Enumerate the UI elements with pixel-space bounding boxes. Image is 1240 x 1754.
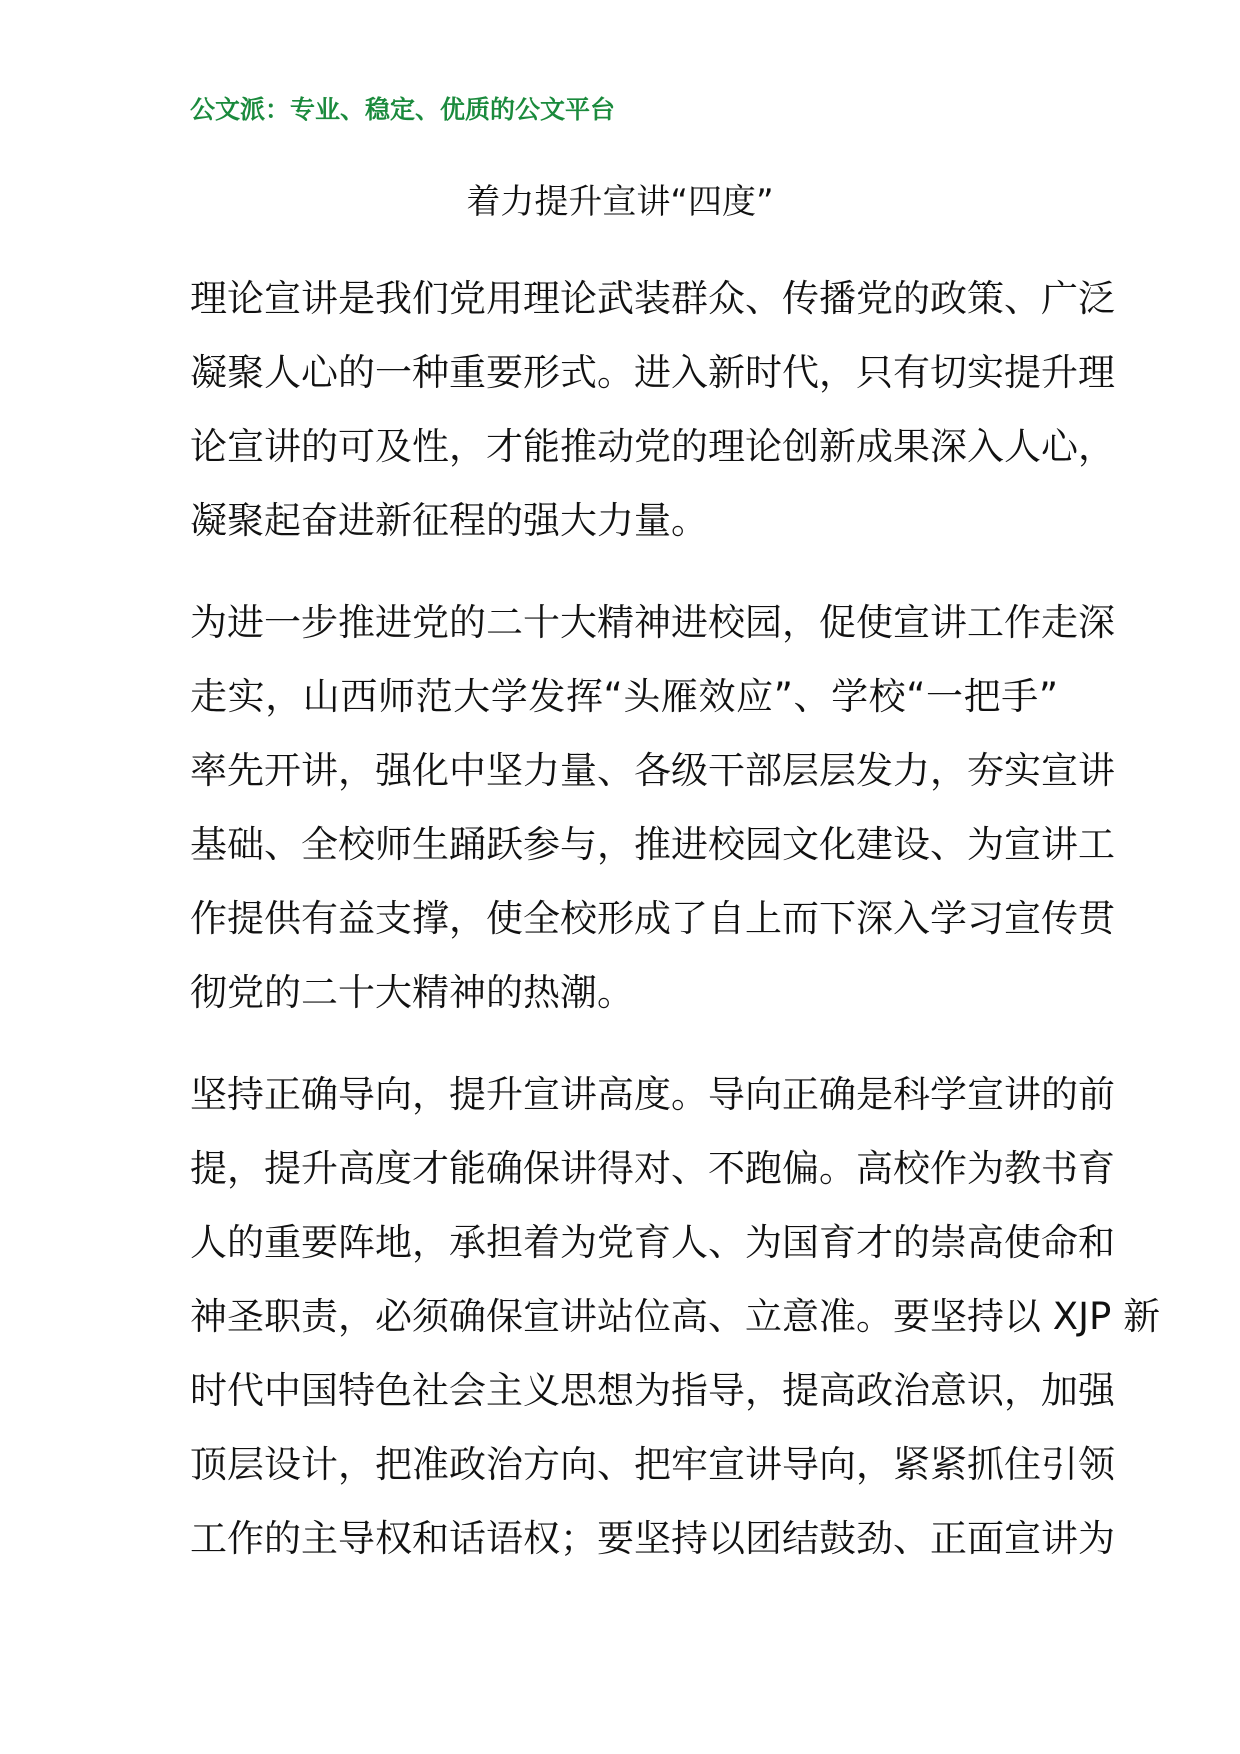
paragraph [190,1058,1161,1576]
paragraph-line: 作提供有益支撑，使全校形成了自上而下深入学习宣传贯 [190,897,1115,940]
paragraph-line: 凝聚起奋进新征程的强大力量。 [190,499,708,542]
paragraph-line: 坚持正确导向，提升宣讲高度。导向正确是科学宣讲的前 [190,1073,1115,1116]
paragraph-line: 基础、全校师生踊跃参与，推进校园文化建设、为宣讲工 [190,823,1115,866]
paragraph-line: 率先开讲，强化中坚力量、各级干部层层发力，夯实宣讲 [190,749,1115,792]
header-banner: 公文派：专业、稳定、优质的公文平台 [190,95,616,124]
paragraph-line: 提，提升高度才能确保讲得对、不跑偏。高校作为教书育 [190,1147,1115,1190]
paragraph-line: 走实，山西师范大学发挥“头雁效应”、学校“一把手” [190,675,1058,718]
paragraph-line: 为进一步推进党的二十大精神进校园，促使宣讲工作走深 [190,601,1115,644]
document-body [190,262,1161,1604]
paragraph-line: 人的重要阵地，承担着为党育人、为国育才的崇高使命和 [190,1221,1115,1264]
paragraph-line: 时代中国特色社会主义思想为指导，提高政治意识，加强 [190,1369,1115,1412]
paragraph-line: 顶层设计，把准政治方向、把牢宣讲导向，紧紧抓住引领 [190,1443,1115,1486]
paragraph-line: 神圣职责，必须确保宣讲站位高、立意准。要坚持以 XJP 新 [190,1295,1161,1338]
paragraph-line: 理论宣讲是我们党用理论武装群众、传播党的政策、广泛 [190,277,1115,320]
paragraph-line: 工作的主导权和话语权；要坚持以团结鼓劲、正面宣讲为 [190,1517,1115,1560]
paragraph [190,586,1115,1030]
paragraph-line: 彻党的二十大精神的热潮。 [190,971,634,1014]
paragraph [190,262,1115,558]
paragraph-line: 凝聚人心的一种重要形式。进入新时代，只有切实提升理 [190,351,1115,394]
document-title: 着力提升宣讲“四度” [466,182,774,222]
paragraph-line: 论宣讲的可及性，才能推动党的理论创新成果深入人心， [190,425,1115,468]
